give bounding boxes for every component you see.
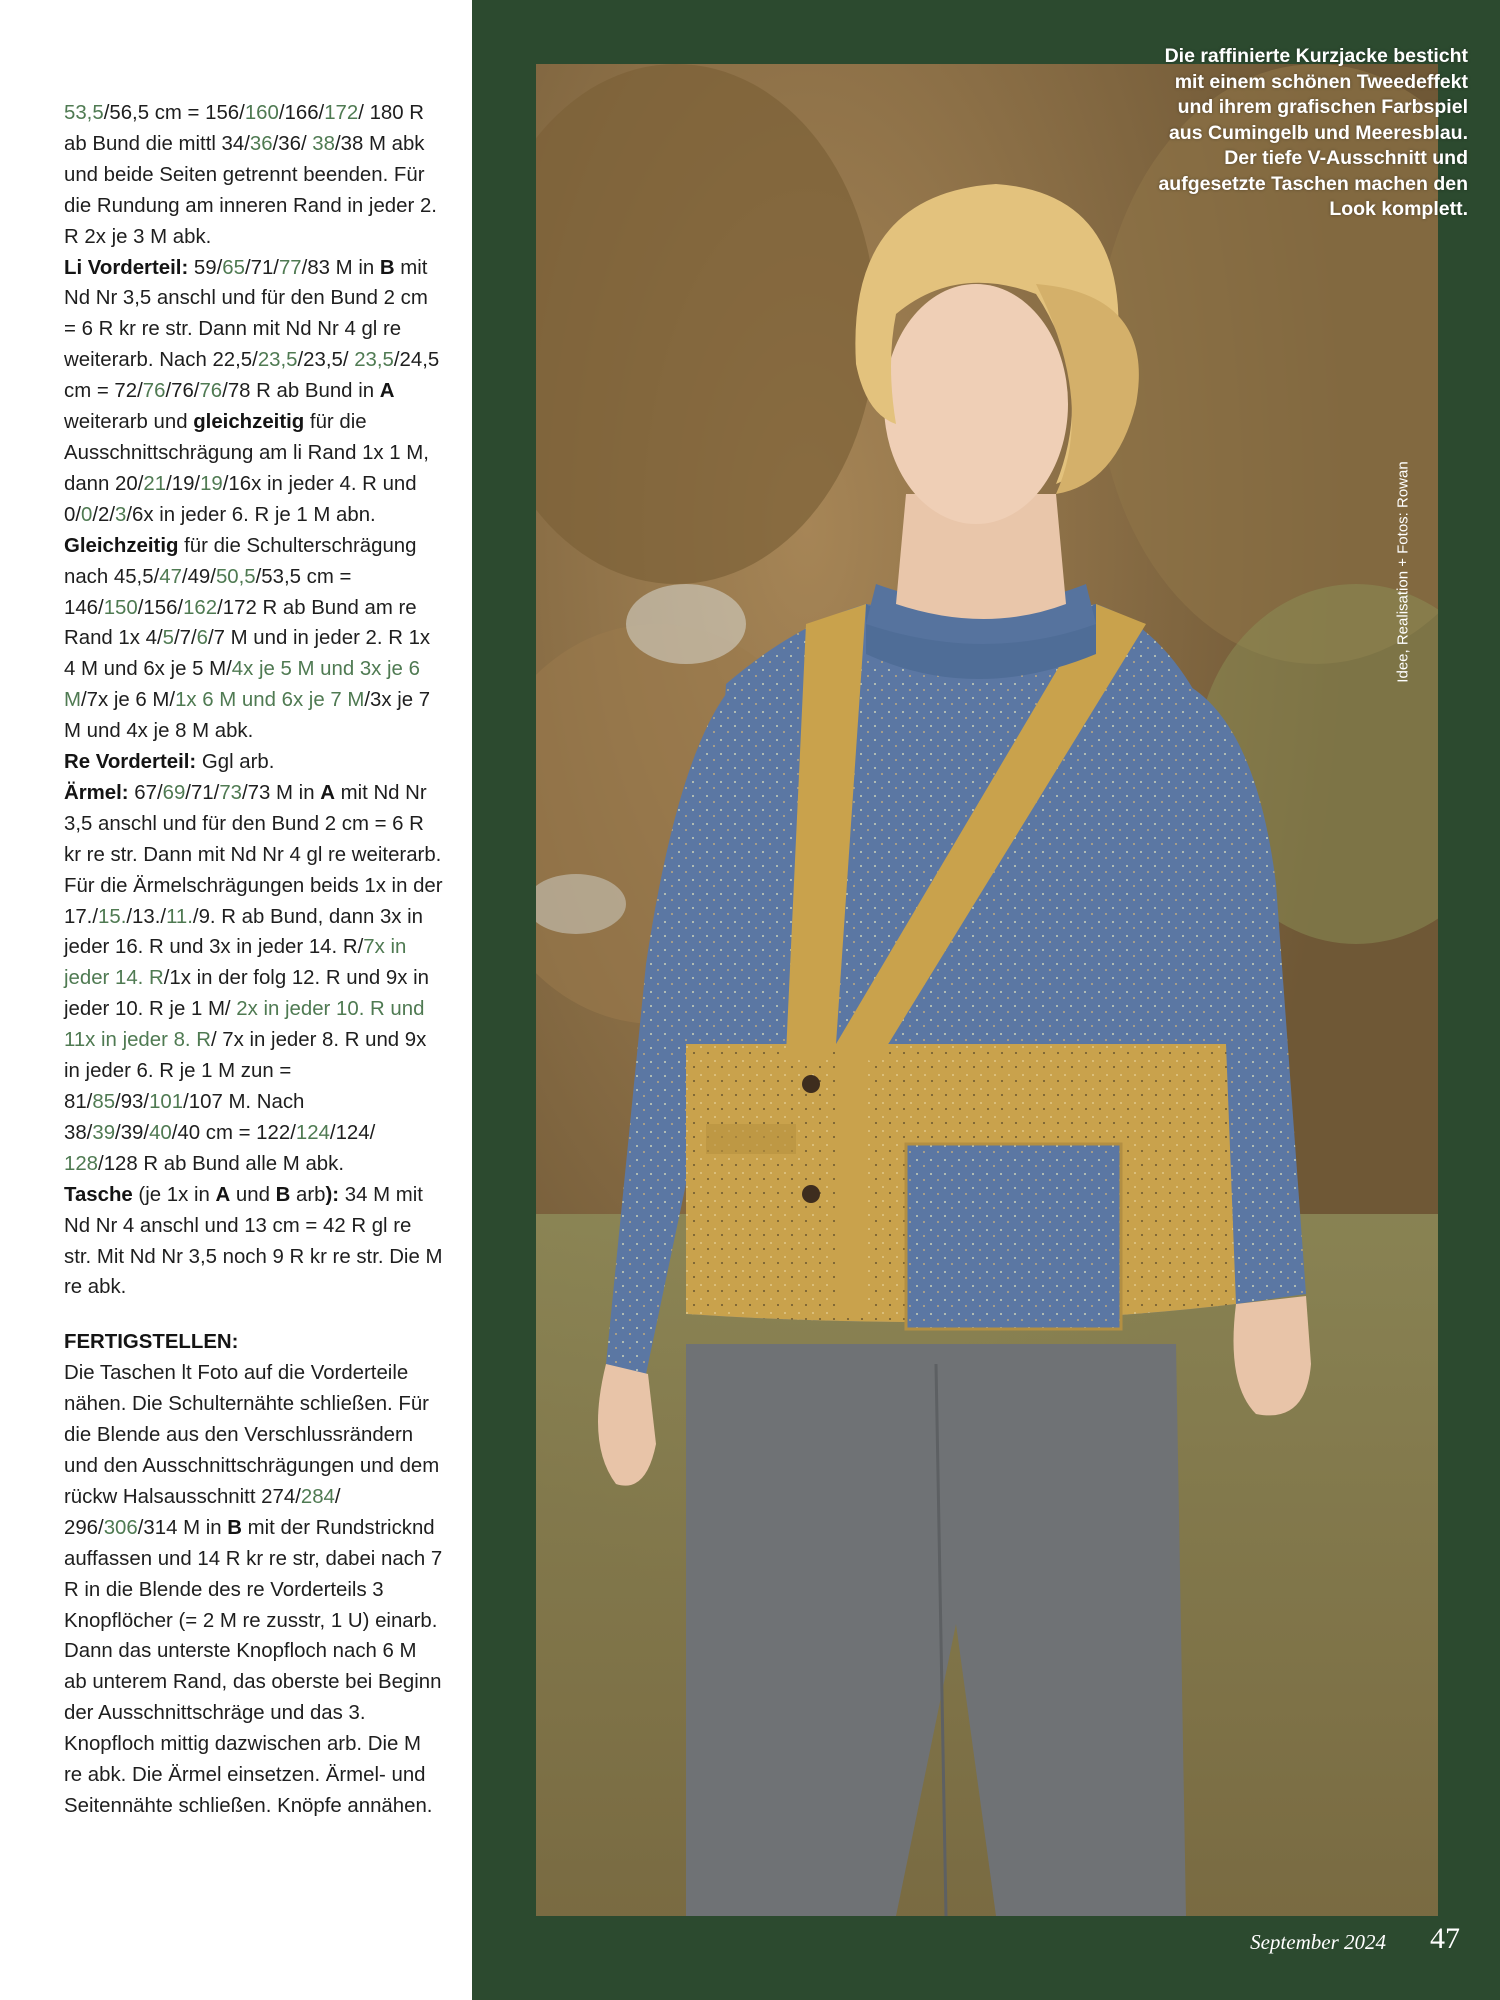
size-highlight: 1x 6 M und 6x je 7 M (175, 689, 365, 712)
text-run: /13./ (126, 905, 167, 928)
size-highlight: 76 (199, 380, 223, 403)
text-run: /78 R ab Bund in (222, 380, 380, 403)
text-run: mit Nd Nr 3,5 anschl und für den Bund 2 cm = 6 R kr re str. Dann mit Nd Nr 4 gl re weiterarb. Nach 22,5/ (64, 256, 428, 372)
size-highlight: 69 (162, 781, 186, 804)
bold-term: Gleichzeitig (64, 534, 179, 557)
size-highlight: 128 (64, 1152, 99, 1175)
size-highlight: 124 (295, 1121, 330, 1144)
size-highlight: 160 (244, 102, 279, 124)
photo-credit-text: Idee, Realisation + Fotos: Rowan (1394, 461, 1412, 683)
text-run: /3x je 7 M und 4x je 8 M abk. (64, 689, 431, 743)
bold-term: A (379, 380, 395, 403)
bold-term: Ärmel: (64, 781, 129, 804)
photo-credit (1388, 412, 1418, 732)
size-highlight: 36 (249, 132, 273, 155)
text-run: für die Schulterschrägung nach 45,5/ (64, 534, 417, 588)
text-run: /19/ (166, 472, 201, 495)
text-run: /314 M in (137, 1516, 228, 1539)
pattern-paragraph (64, 1180, 444, 1304)
size-highlight: 0 (81, 503, 93, 526)
text-run: /124/ (329, 1121, 376, 1144)
text-run: Die Taschen lt Foto auf die Vorderteile nähen. Die Schulternähte schließen. Für die Blende aus den Verschlussrändern und den Ausschnittschrägungen und dem rückw Halsausschnitt 274/ (64, 1362, 440, 1508)
size-highlight: 150 (103, 596, 138, 619)
text-run: /107 M. Nach 38/ (64, 1091, 305, 1144)
pattern-paragraph (64, 253, 444, 748)
bold-term: Li Vorderteil: (64, 256, 189, 279)
text-run: /166/ (278, 102, 325, 124)
size-highlight: 53,5 (64, 102, 104, 124)
text-run: /7/ (173, 627, 197, 650)
size-highlight: 6 (196, 627, 208, 650)
bold-term: A (320, 781, 335, 804)
text-run: /36/ (272, 132, 313, 155)
text-run: /16x in jeder 4. R und 0/ (64, 472, 417, 526)
text-run: (je 1x in (132, 1183, 216, 1206)
text-run: Ggl arb. (196, 751, 275, 774)
text-run: /76/ (165, 380, 200, 403)
size-highlight: 19 (200, 472, 223, 495)
text-run: /156/ (137, 596, 184, 619)
text-run: /1x in der folg 12. R und 9x in jeder 10. R je 1 M/ (64, 967, 429, 1021)
text-run: / 296/ (64, 1485, 341, 1539)
size-highlight: 73 (219, 781, 242, 804)
size-highlight: 162 (183, 596, 218, 619)
text-run: /7x je 6 M/ (81, 689, 176, 712)
text-run: 59/ (188, 256, 223, 279)
text-run: /73 M in (242, 781, 321, 804)
text-run: /83 M in (301, 256, 380, 279)
size-highlight: 15. (98, 905, 127, 928)
bold-term: ): (325, 1183, 340, 1206)
size-highlight: 39 (92, 1121, 116, 1144)
text-run: /128 R ab Bund alle M abk. (98, 1152, 345, 1175)
pattern-paragraph (64, 98, 444, 253)
bold-term: Tasche (64, 1183, 133, 1206)
bold-term: B (275, 1183, 291, 1206)
text-run: /38 M abk und beide Seiten getrennt beenden. Für die Rundung am inneren Rand in jeder 2. R 2x je 3 M abk. (64, 132, 437, 248)
size-highlight: 172 (324, 102, 359, 124)
size-highlight: 306 (103, 1516, 138, 1539)
text-run: /24,5 cm = 72/ (64, 349, 440, 403)
bold-term: Re Vorderteil: (64, 751, 197, 774)
size-highlight: 40 (149, 1121, 172, 1144)
text-run: /71/ (244, 256, 279, 279)
bold-term: A (215, 1183, 231, 1206)
size-highlight: 101 (149, 1091, 184, 1113)
text-run: /9. R ab Bund, dann 3x in jeder 16. R und 3x in jeder 14. R/ (64, 905, 424, 959)
text-run: /93/ (115, 1091, 150, 1113)
size-highlight: 38 (312, 132, 335, 155)
text-run: arb (290, 1183, 326, 1206)
text-run: für die Ausschnittschrägung am li Rand 1x 1 M, dann 20/ (64, 411, 429, 495)
text-run: mit Nd Nr 3,5 anschl und für den Bund 2 cm = 6 R kr re str. Dann mit Nd Nr 4 gl re weiterarb. Für die Ärmelschrägungen beids 1x in der 17./ (64, 781, 443, 928)
size-highlight: 284 (300, 1485, 335, 1508)
text-run: 34 M mit Nd Nr 4 anschl und 13 cm = 42 R gl re str. Mit Nd Nr 3,5 noch 9 R kr re str. Die M re abk. (64, 1183, 443, 1299)
bold-term: B (379, 256, 395, 279)
text-run: /172 R ab Bund am re Rand 1x 4/ (64, 596, 417, 650)
size-highlight: 23,5 (257, 349, 298, 372)
text-run: /23,5/ (297, 349, 355, 372)
paragraph-gap (64, 1303, 444, 1327)
cardigan-photo (536, 64, 1438, 1916)
pattern-paragraph (64, 1358, 444, 1822)
size-highlight: 85 (92, 1091, 116, 1113)
text-run: /39/ (115, 1121, 150, 1144)
size-highlight: 65 (222, 256, 245, 279)
size-highlight: 11. (166, 905, 193, 928)
text-run: und (230, 1183, 276, 1206)
size-highlight: 3 (115, 503, 127, 526)
pattern-text-column (64, 98, 444, 1822)
text-run: /53,5 cm = 146/ (64, 565, 352, 619)
text-run: /40 cm = 122/ (171, 1121, 296, 1144)
text-run: /2/ (92, 503, 116, 526)
text-run: /6x in jeder 6. R je 1 M abn. (126, 503, 376, 526)
text-run: /7 M und in jeder 2. R 1x 4 M und 6x je 5 M/ (64, 627, 431, 681)
text-run: 67/ (128, 781, 163, 804)
size-highlight: 4x je 5 M und 3x je 6 M (64, 658, 420, 712)
text-run: / 7x in jeder 8. R und 9x in jeder 6. R je 1 M zun = 81/ (64, 1029, 427, 1113)
pattern-paragraph (64, 778, 444, 1180)
pattern-paragraph (64, 747, 444, 778)
size-highlight: 23,5 (354, 349, 394, 372)
page-number: 47 (1430, 1922, 1460, 1955)
size-highlight: 5 (162, 627, 174, 650)
text-run: / 180 R ab Bund die mittl 34/ (64, 102, 424, 155)
size-highlight: 76 (142, 380, 166, 403)
model-illustration (536, 64, 1438, 1916)
bold-term: gleichzeitig (193, 411, 305, 434)
bold-term: B (227, 1516, 242, 1539)
size-highlight: 2x in jeder 10. R und 11x in jeder 8. R (64, 998, 425, 1052)
size-highlight: 47 (159, 565, 182, 588)
section-heading: FERTIGSTELLEN: (64, 1331, 239, 1354)
text-run: weiterarb und (64, 411, 194, 434)
text-run: /71/ (185, 781, 220, 804)
text-run: /49/ (181, 565, 216, 588)
text-run: mit der Rundstricknd auffassen und 14 R kr re str, dabei nach 7 R in die Blende des re Vorderteils 3 Knopflöcher (= 2 M re zusstr, 1 U) einarb. Dann das unterste Knopfloch nach 6 M ab unterem Rand, das oberste bei Beginn der Ausschnittschräge und das 3. Knopfloch mittig dazwischen arb. Die M re abk. Die Ärmel einsetzen. Ärmel- und Seitennähte schließen. Knöpfe annähen. (64, 1516, 443, 1817)
issue-date: September 2024 (1250, 1930, 1386, 1954)
photo-caption: Die raffinierte Kurzjacke besticht mit einem schönen Tweedeffekt und ihrem grafischen Farbspiel aus Cumingelb und Meeresblau. Der tiefe V-Ausschnitt und aufgesetzte Taschen machen den Look komplett. (1158, 45, 1468, 220)
size-highlight: 21 (143, 472, 167, 495)
size-highlight: 7x in jeder 14. R (64, 936, 407, 990)
size-highlight: 50,5 (215, 565, 256, 588)
size-highlight: 77 (278, 256, 302, 279)
text-run: /56,5 cm = 156/ (103, 102, 245, 124)
